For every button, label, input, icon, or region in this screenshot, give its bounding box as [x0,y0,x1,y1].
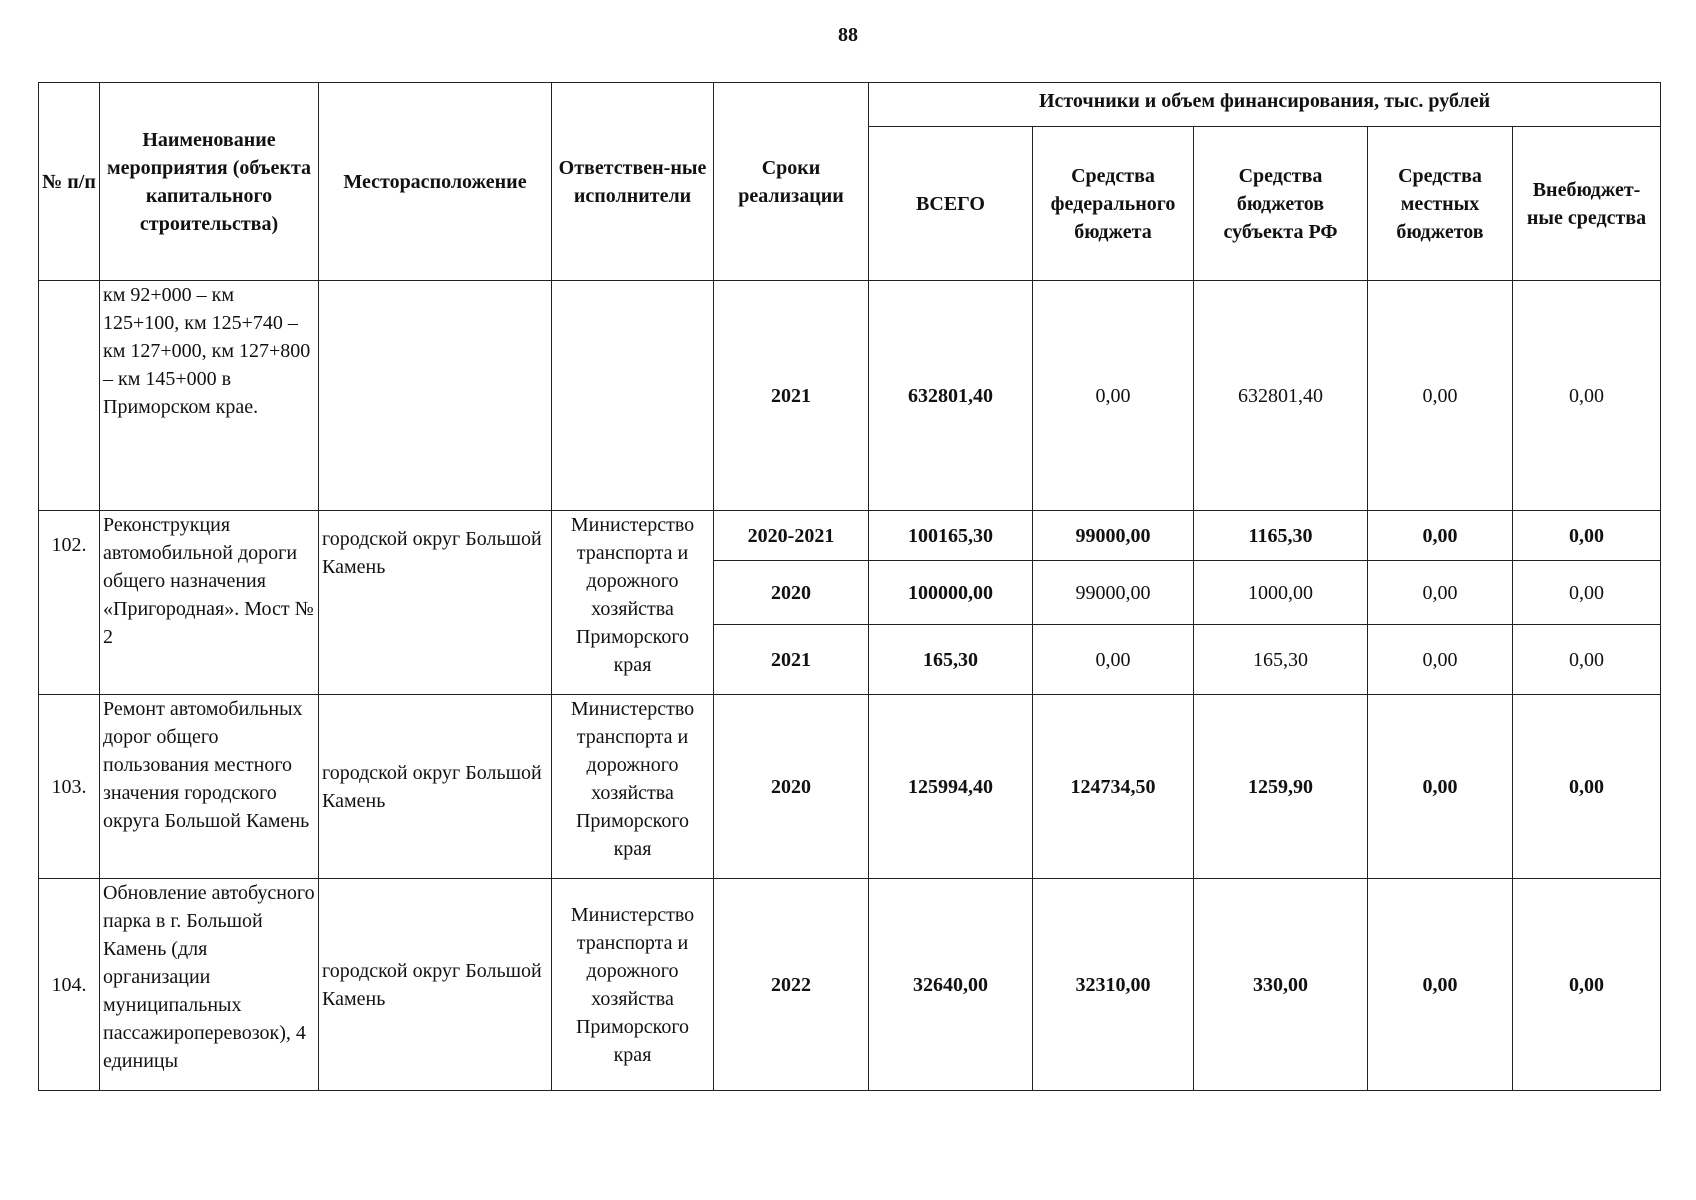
table-row [39,879,1661,1091]
cell-federal: 99000,00 [1033,511,1194,561]
cell-local: 0,00 [1368,281,1513,511]
cell-period: 2020 [714,561,869,625]
cell-federal: 124734,50 [1033,695,1194,879]
page-number: 88 [838,24,858,46]
cell-regional: 330,00 [1194,879,1368,1091]
cell-name: Ремонт автомобильных дорог общего пользования местного значения городского округа Большой Камень [100,695,319,879]
cell-extra: 0,00 [1513,511,1661,561]
cell-extra: 0,00 [1513,695,1661,879]
cell-period: 2022 [714,879,869,1091]
header-name: Наименование мероприятия (объекта капитального строительства) [100,83,319,281]
cell-location: городской округ Большой Камень [319,879,552,1091]
cell-extra: 0,00 [1513,625,1661,695]
cell-location: городской округ Большой Камень [319,695,552,879]
cell-period: 2021 [714,625,869,695]
cell-name: Обновление автобусного парка в г. Большой Камень (для организации муниципальных пассажироперевозок), 4 единицы [100,879,319,1091]
cell-total: 100000,00 [869,561,1033,625]
header-num: № п/п [39,83,100,281]
header-total: ВСЕГО [869,127,1033,281]
cell-num: 102. [39,511,100,695]
cell-local: 0,00 [1368,695,1513,879]
cell-name: км 92+000 – км 125+100, км 125+740 – км 127+000, км 127+800 – км 145+000 в Приморском крае. [100,281,319,511]
cell-total: 32640,00 [869,879,1033,1091]
cell-num [39,281,100,511]
table-row [39,511,1661,561]
header-regional: Средства бюджетов субъекта РФ [1194,127,1368,281]
cell-num: 103. [39,695,100,879]
header-financing: Источники и объем финансирования, тыс. рублей [869,83,1661,127]
cell-location [319,281,552,511]
cell-total: 125994,40 [869,695,1033,879]
cell-local: 0,00 [1368,561,1513,625]
cell-location: городской округ Большой Камень [319,511,552,695]
cell-extra: 0,00 [1513,879,1661,1091]
cell-period: 2020 [714,695,869,879]
cell-executors: Министерство транспорта и дорожного хозяйства Приморского края [552,879,714,1091]
cell-extra: 0,00 [1513,561,1661,625]
cell-num: 104. [39,879,100,1091]
header-location: Месторасположение [319,83,552,281]
cell-local: 0,00 [1368,879,1513,1091]
cell-total: 632801,40 [869,281,1033,511]
header-executors: Ответствен-ные исполнители [552,83,714,281]
cell-name: Реконструкция автомобильной дороги общего назначения «Пригородная». Мост № 2 [100,511,319,695]
cell-regional: 165,30 [1194,625,1368,695]
table-row [39,281,1661,511]
cell-period: 2021 [714,281,869,511]
cell-total: 165,30 [869,625,1033,695]
cell-local: 0,00 [1368,511,1513,561]
financing-table [38,82,1661,1091]
cell-federal: 32310,00 [1033,879,1194,1091]
header-extra: Внебюджет-ные средства [1513,127,1661,281]
cell-extra: 0,00 [1513,281,1661,511]
cell-executors: Министерство транспорта и дорожного хозяйства Приморского края [552,511,714,695]
cell-executors [552,281,714,511]
header-period: Сроки реализации [714,83,869,281]
cell-local: 0,00 [1368,625,1513,695]
cell-total: 100165,30 [869,511,1033,561]
cell-regional: 1259,90 [1194,695,1368,879]
table-row [39,695,1661,879]
cell-regional: 632801,40 [1194,281,1368,511]
header-row-1 [39,83,1661,127]
cell-federal: 0,00 [1033,281,1194,511]
cell-regional: 1000,00 [1194,561,1368,625]
cell-federal: 99000,00 [1033,561,1194,625]
cell-period: 2020-2021 [714,511,869,561]
header-federal: Средства федерального бюджета [1033,127,1194,281]
cell-executors: Министерство транспорта и дорожного хозяйства Приморского края [552,695,714,879]
cell-regional: 1165,30 [1194,511,1368,561]
cell-federal: 0,00 [1033,625,1194,695]
header-local: Средства местных бюджетов [1368,127,1513,281]
